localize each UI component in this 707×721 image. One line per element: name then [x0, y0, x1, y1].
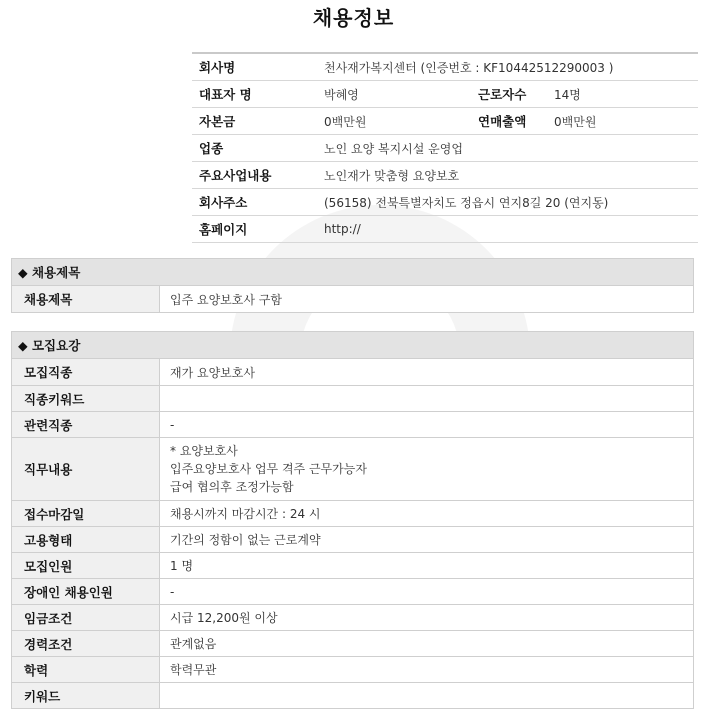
job-description-line: * 요양보호사 [170, 444, 238, 458]
row-value: 시급 12,200원 이상 [170, 611, 278, 625]
table-row [11, 631, 694, 657]
row-label: 키워드 [12, 683, 160, 708]
company-row-business [192, 162, 698, 189]
capital-label: 자본금 [199, 114, 236, 129]
row-label: 고용형태 [12, 527, 160, 552]
homepage-link[interactable]: http:// [324, 222, 361, 236]
job-description-line: 입주요양보호사 업무 격주 근무가능자 [170, 462, 367, 476]
job-description-line: 급여 협의후 조정가능함 [170, 480, 294, 494]
address-value: (56158) 전북특별자치도 정읍시 연지8길 20 (연지동) [324, 195, 609, 210]
homepage-label: 홈페이지 [199, 222, 248, 237]
row-value: 관계없음 [170, 637, 217, 651]
table-row [11, 579, 694, 605]
company-row-address [192, 189, 698, 216]
row-label: 학력 [12, 657, 160, 682]
section-header-requirements: ◆ 모집요강 [11, 331, 694, 359]
table-row [11, 657, 694, 683]
recruit-requirements-section [11, 331, 694, 709]
row-value: 1 명 [170, 559, 194, 573]
sales-label: 연매출액 [478, 114, 527, 129]
table-row [11, 386, 694, 412]
ceo-value: 박혜영 [324, 87, 359, 102]
table-row [11, 683, 694, 709]
row-label: 관련직종 [12, 412, 160, 437]
row-label: 임금조건 [12, 605, 160, 630]
recruit-title-section [11, 258, 694, 313]
industry-value: 노인 요양 복지시설 운영업 [324, 141, 463, 156]
table-row [11, 438, 694, 501]
page-title: 채용정보 [312, 6, 395, 30]
capital-value: 0백만원 [324, 114, 367, 129]
company-row-industry [192, 135, 698, 162]
recruit-title-label: 채용제목 [12, 286, 160, 312]
row-value: 기간의 정함이 없는 근로계약 [170, 533, 321, 547]
row-value [160, 683, 693, 708]
row-value: - [170, 417, 175, 432]
recruit-title-value: 입주 요양보호사 구함 [170, 292, 282, 307]
company-row-homepage [192, 216, 698, 243]
row-label: 장애인 채용인원 [12, 579, 160, 604]
workers-label: 근로자수 [478, 87, 527, 102]
company-name-label: 회사명 [199, 60, 236, 75]
table-row [11, 553, 694, 579]
industry-label: 업종 [199, 141, 224, 156]
workers-value: 14명 [554, 87, 581, 102]
address-label: 회사주소 [199, 195, 248, 210]
company-row-name [192, 52, 698, 81]
row-label: 경력조건 [12, 631, 160, 656]
row-label: 직무내용 [12, 438, 160, 500]
table-row [11, 501, 694, 527]
job-description-value [160, 438, 693, 500]
row-label: 모집직종 [12, 359, 160, 385]
table-row [11, 527, 694, 553]
row-value: 재가 요양보호사 [170, 365, 255, 380]
company-row-capital [192, 108, 698, 135]
table-row [11, 605, 694, 631]
sales-value: 0백만원 [554, 114, 597, 129]
company-row-ceo [192, 81, 698, 108]
row-value [160, 386, 693, 411]
row-value: - [170, 584, 175, 599]
row-value: 학력무관 [170, 663, 217, 677]
table-row [11, 359, 694, 386]
row-label: 모집인원 [12, 553, 160, 578]
table-row [11, 412, 694, 438]
row-label: 직종키워드 [12, 386, 160, 411]
company-info-table [192, 52, 698, 243]
ceo-label: 대표자 명 [199, 87, 252, 102]
table-row [11, 286, 694, 313]
section-header-title: ◆ 채용제목 [11, 258, 694, 286]
business-label: 주요사업내용 [199, 168, 272, 183]
business-value: 노인재가 맞춤형 요양보호 [324, 168, 460, 183]
row-label: 접수마감일 [12, 501, 160, 526]
row-value: 채용시까지 마감시간 : 24 시 [170, 507, 321, 521]
company-name-value: 천사재가복지센터 (인증번호 : KF10442512290003 ) [324, 60, 614, 75]
